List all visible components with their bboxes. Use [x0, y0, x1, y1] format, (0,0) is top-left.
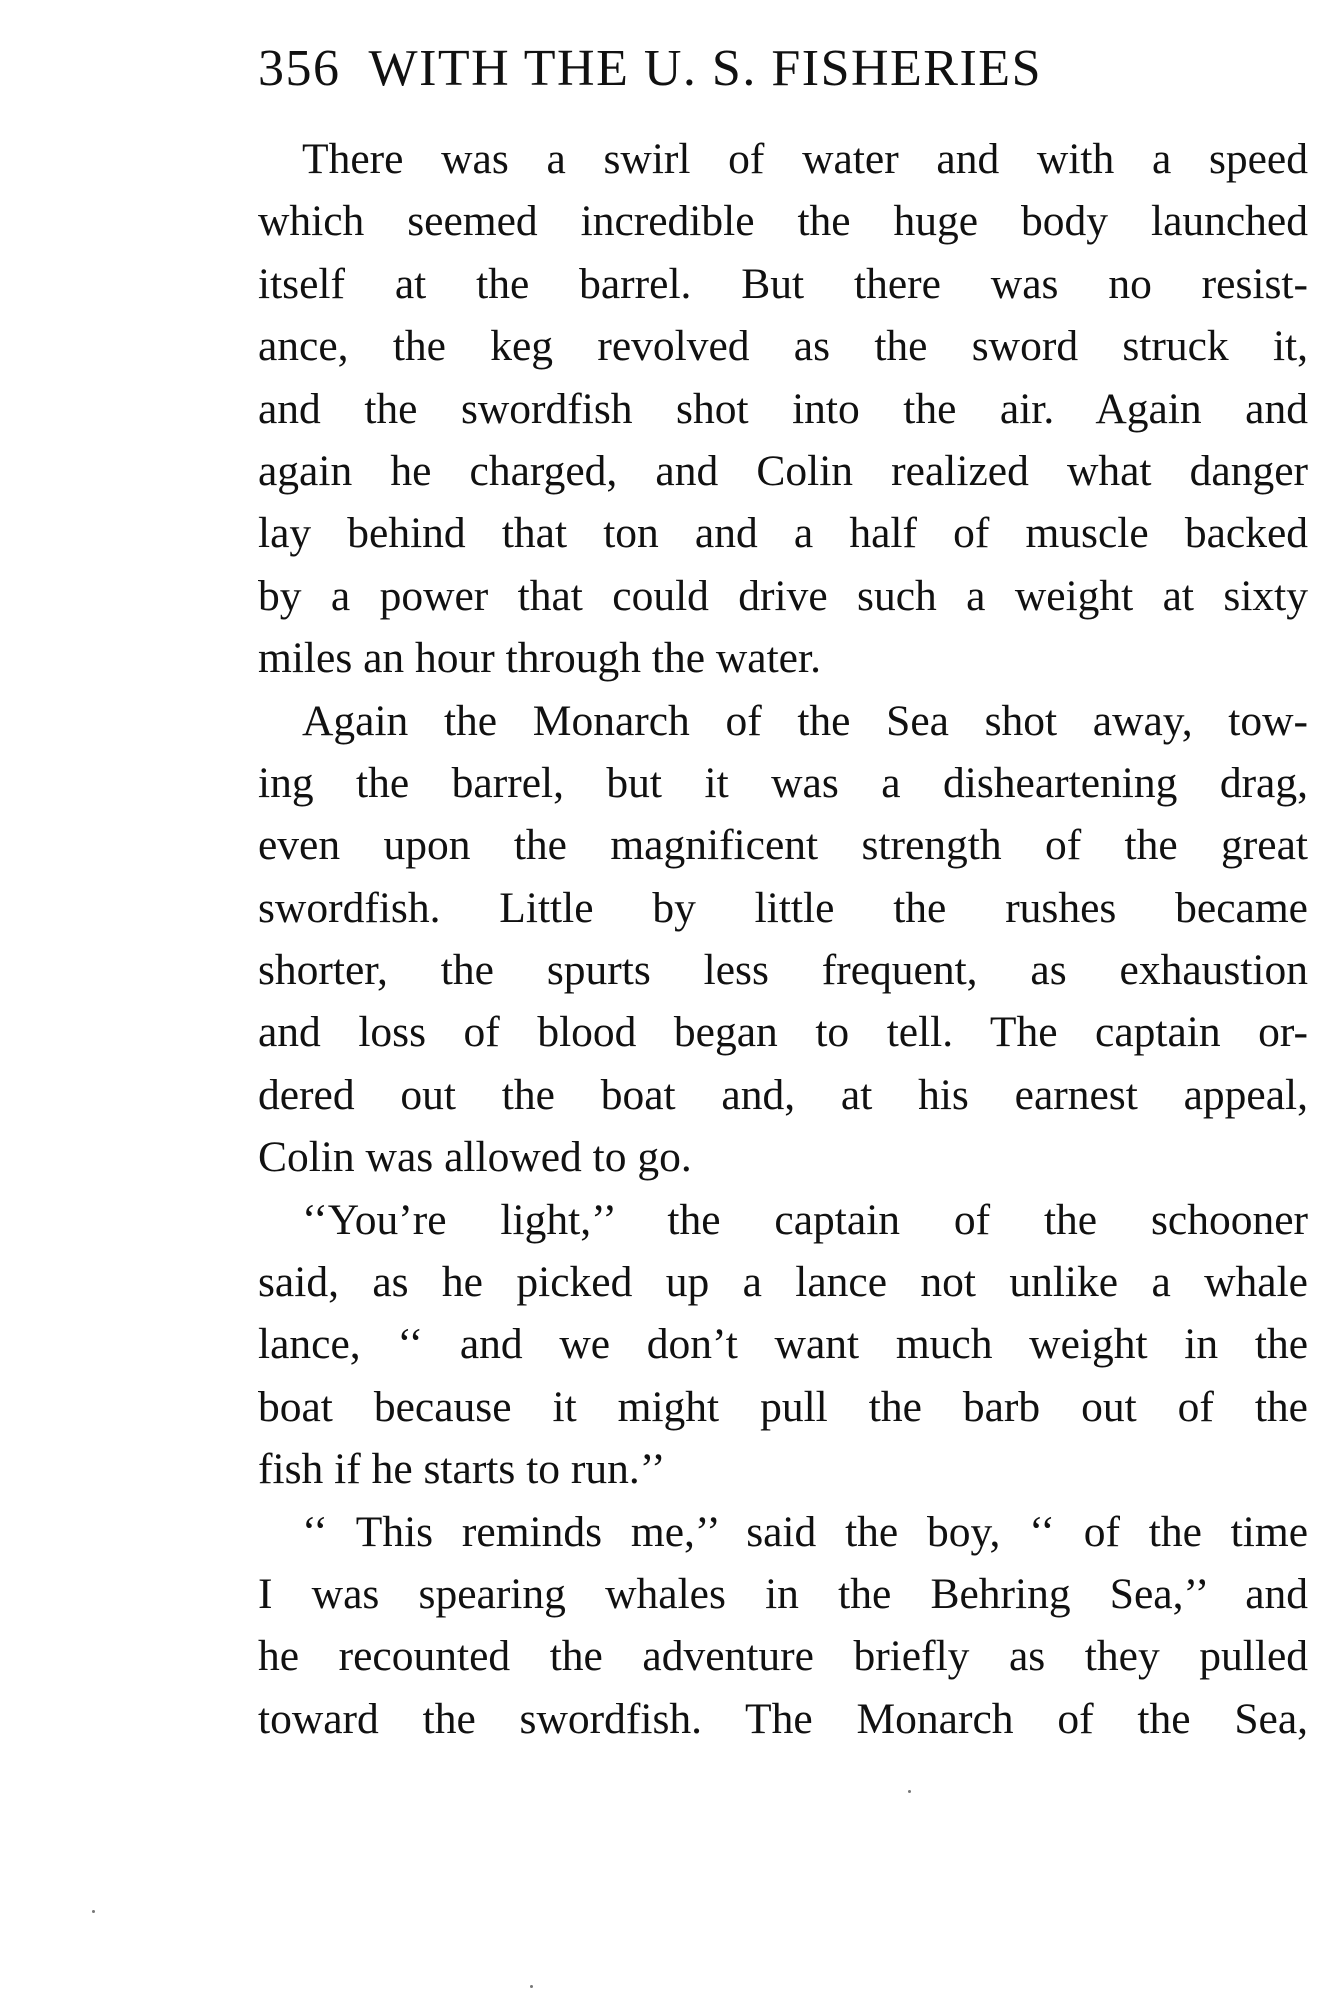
paragraph-1: [258, 128, 1308, 690]
text-line: itself at the barrel. But there was no resist-: [258, 259, 1308, 308]
text-line: ‘‘You’re light,’’ the captain of the schooner: [302, 1195, 1308, 1244]
paragraph-3: [258, 1189, 1308, 1501]
text-line: There was a swirl of water and with a speed: [302, 135, 1308, 183]
paper-speck: [908, 1790, 911, 1793]
text-line: ing the barrel, but it was a disheartening drag,: [258, 758, 1308, 807]
text-line: ance, the keg revolved as the sword struck it,: [258, 322, 1308, 371]
text-line: shorter, the spurts less frequent, as exhaustion: [258, 946, 1308, 995]
text-line: Again the Monarch of the Sea shot away, tow-: [302, 696, 1308, 745]
page-number: 356: [258, 40, 341, 97]
text-line: again he charged, and Colin realized what danger: [258, 446, 1308, 495]
text-line: toward the swordfish. The Monarch of the Sea,: [258, 1694, 1308, 1743]
page-header: [258, 34, 1318, 104]
paragraph-2: [258, 690, 1308, 1189]
text-line: he recounted the adventure briefly as they pulled: [258, 1632, 1308, 1681]
text-line: swordfish. Little by little the rushes became: [258, 883, 1308, 932]
text-line: boat because it might pull the barb out of the: [258, 1382, 1308, 1431]
text-line: miles an hour through the water.: [258, 634, 821, 683]
text-line: by a power that could drive such a weight at sixty: [258, 571, 1308, 620]
text-line: Colin was allowed to go.: [258, 1133, 692, 1182]
text-line: lay behind that ton and a half of muscle backed: [258, 509, 1308, 558]
text-line: I was spearing whales in the Behring Sea,’’ and: [258, 1569, 1308, 1618]
text-line: fish if he starts to run.’’: [258, 1445, 666, 1494]
text-line: and loss of blood began to tell. The captain or-: [258, 1008, 1308, 1057]
text-line: dered out the boat and, at his earnest appeal,: [258, 1070, 1308, 1119]
text-line: and the swordfish shot into the air. Again and: [258, 384, 1308, 433]
text-line: even upon the magnificent strength of the great: [258, 821, 1308, 870]
text-line: ‘‘ This reminds me,’’ said the boy, ‘‘ of the time: [302, 1507, 1308, 1556]
paper-speck: [530, 1985, 533, 1988]
text-line: lance, ‘‘ and we don’t want much weight in the: [258, 1320, 1308, 1369]
paragraph-4: [258, 1501, 1308, 1751]
text-line: which seemed incredible the huge body launched: [258, 197, 1308, 246]
body-text: [258, 128, 1308, 1750]
paper-speck: [92, 1910, 95, 1913]
running-head: WITH THE U. S. FISHERIES: [368, 40, 1042, 97]
text-line: said, as he picked up a lance not unlike a whale: [258, 1258, 1308, 1307]
